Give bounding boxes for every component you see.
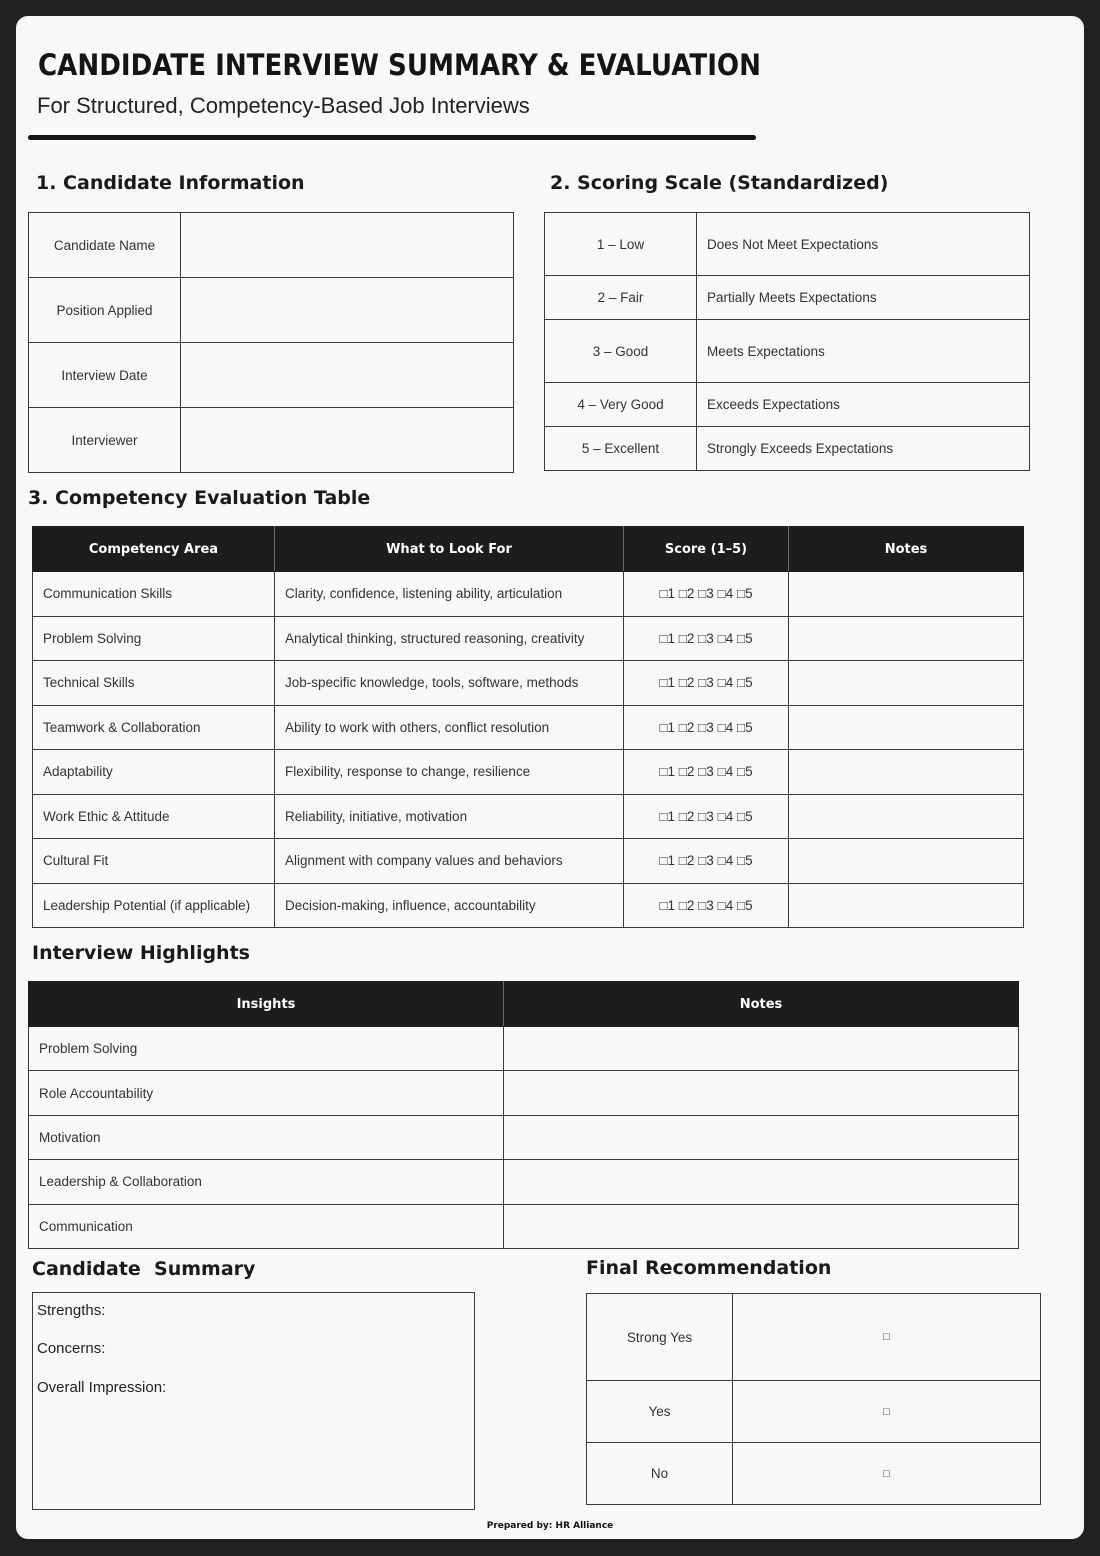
candidate-summary-heading: Candidate Summary <box>32 1258 256 1280</box>
notes-field[interactable] <box>789 883 1024 928</box>
scale-row <box>545 276 1030 320</box>
competency-area: Adaptability <box>33 750 275 795</box>
table-row <box>33 616 1024 661</box>
insight-notes-field[interactable] <box>504 1115 1019 1159</box>
concerns-label: Concerns: <box>37 1340 106 1357</box>
final-recommendation-heading: Final Recommendation <box>586 1257 832 1279</box>
strong-yes-checkbox[interactable]: □ <box>733 1294 1041 1381</box>
competency-area: Teamwork & Collaboration <box>33 705 275 750</box>
scale-meaning: Strongly Exceeds Expectations <box>697 427 1030 471</box>
interviewer-label: Interviewer <box>29 408 181 473</box>
scale-row <box>545 213 1030 276</box>
scale-meaning: Partially Meets Expectations <box>697 276 1030 320</box>
notes-field[interactable] <box>789 616 1024 661</box>
score-checkboxes[interactable]: □1 □2 □3 □4 □5 <box>624 794 789 839</box>
competency-heading: 3. Competency Evaluation Table <box>28 487 371 509</box>
column-header-notes: Notes <box>789 527 1024 572</box>
competency-area: Leadership Potential (if applicable) <box>33 883 275 928</box>
competency-header-row <box>33 527 1024 572</box>
score-checkboxes[interactable]: □1 □2 □3 □4 □5 <box>624 572 789 617</box>
column-header-competency-area: Competency Area <box>33 527 275 572</box>
competency-table <box>32 526 1024 928</box>
scale-row <box>545 320 1030 383</box>
competency-area: Problem Solving <box>33 616 275 661</box>
candidate-name-label: Candidate Name <box>29 213 181 278</box>
insight-label: Communication <box>29 1204 504 1248</box>
scale-row <box>545 427 1030 471</box>
candidate-info-row <box>29 343 514 408</box>
scale-level: 1 – Low <box>545 213 697 276</box>
candidate-info-row <box>29 213 514 278</box>
recommendation-option-no: No <box>587 1443 733 1505</box>
what-to-look-for: Flexibility, response to change, resilience <box>275 750 624 795</box>
insight-label: Motivation <box>29 1115 504 1159</box>
highlights-header-row <box>29 982 1019 1027</box>
form-sheet <box>16 16 1084 1539</box>
column-header-score: Score (1–5) <box>624 527 789 572</box>
notes-field[interactable] <box>789 839 1024 884</box>
score-checkboxes[interactable]: □1 □2 □3 □4 □5 <box>624 883 789 928</box>
scoring-scale-table <box>544 212 1030 471</box>
table-row <box>33 572 1024 617</box>
what-to-look-for: Clarity, confidence, listening ability, articulation <box>275 572 624 617</box>
score-checkboxes[interactable]: □1 □2 □3 □4 □5 <box>624 616 789 661</box>
insight-notes-field[interactable] <box>504 1027 1019 1071</box>
document-subtitle: For Structured, Competency-Based Job Interviews <box>37 93 530 118</box>
interview-date-label: Interview Date <box>29 343 181 408</box>
what-to-look-for: Ability to work with others, conflict resolution <box>275 705 624 750</box>
notes-field[interactable] <box>789 794 1024 839</box>
score-checkboxes[interactable]: □1 □2 □3 □4 □5 <box>624 750 789 795</box>
table-row <box>29 1204 1019 1248</box>
insight-label: Role Accountability <box>29 1071 504 1115</box>
candidate-name-field[interactable] <box>181 213 514 278</box>
insight-notes-field[interactable] <box>504 1160 1019 1204</box>
candidate-info-heading: 1. Candidate Information <box>36 172 305 194</box>
recommendation-table <box>586 1293 1041 1505</box>
scale-level: 2 – Fair <box>545 276 697 320</box>
recommendation-option-yes: Yes <box>587 1381 733 1443</box>
insight-notes-field[interactable] <box>504 1071 1019 1115</box>
scale-meaning: Does Not Meet Expectations <box>697 213 1030 276</box>
what-to-look-for: Alignment with company values and behaviors <box>275 839 624 884</box>
what-to-look-for: Reliability, initiative, motivation <box>275 794 624 839</box>
candidate-summary-box[interactable] <box>32 1292 475 1510</box>
table-row <box>33 661 1024 706</box>
scale-level: 3 – Good <box>545 320 697 383</box>
highlights-table <box>28 981 1019 1249</box>
table-row <box>33 750 1024 795</box>
notes-field[interactable] <box>789 572 1024 617</box>
highlights-heading: Interview Highlights <box>32 942 250 964</box>
insight-label: Problem Solving <box>29 1027 504 1071</box>
column-header-what-to-look-for: What to Look For <box>275 527 624 572</box>
column-header-insights: Insights <box>29 982 504 1027</box>
scale-row <box>545 383 1030 427</box>
table-row <box>33 839 1024 884</box>
recommendation-option-strong-yes: Strong Yes <box>587 1294 733 1381</box>
yes-checkbox[interactable]: □ <box>733 1381 1041 1443</box>
candidate-info-table <box>28 212 514 473</box>
document-title: CANDIDATE INTERVIEW SUMMARY & EVALUATION <box>38 48 761 82</box>
competency-area: Technical Skills <box>33 661 275 706</box>
score-checkboxes[interactable]: □1 □2 □3 □4 □5 <box>624 705 789 750</box>
position-applied-field[interactable] <box>181 278 514 343</box>
no-checkbox[interactable]: □ <box>733 1443 1041 1505</box>
interviewer-field[interactable] <box>181 408 514 473</box>
candidate-info-row <box>29 408 514 473</box>
what-to-look-for: Job-specific knowledge, tools, software, methods <box>275 661 624 706</box>
scoring-scale-heading: 2. Scoring Scale (Standardized) <box>550 172 889 194</box>
notes-field[interactable] <box>789 750 1024 795</box>
table-row <box>29 1071 1019 1115</box>
table-row <box>29 1115 1019 1159</box>
what-to-look-for: Decision-making, influence, accountability <box>275 883 624 928</box>
competency-area: Work Ethic & Attitude <box>33 794 275 839</box>
insight-notes-field[interactable] <box>504 1204 1019 1248</box>
overall-impression-label: Overall Impression: <box>37 1379 167 1396</box>
competency-area: Cultural Fit <box>33 839 275 884</box>
table-row <box>29 1160 1019 1204</box>
notes-field[interactable] <box>789 705 1024 750</box>
recommendation-row <box>587 1381 1041 1443</box>
prepared-by-footer: Prepared by: HR Alliance <box>486 1521 614 1531</box>
recommendation-row <box>587 1294 1041 1381</box>
what-to-look-for: Analytical thinking, structured reasoning, creativity <box>275 616 624 661</box>
table-row <box>33 883 1024 928</box>
scale-level: 4 – Very Good <box>545 383 697 427</box>
interview-date-field[interactable] <box>181 343 514 408</box>
column-header-notes: Notes <box>504 982 1019 1027</box>
table-row <box>33 794 1024 839</box>
insight-label: Leadership & Collaboration <box>29 1160 504 1204</box>
score-checkboxes[interactable]: □1 □2 □3 □4 □5 <box>624 661 789 706</box>
score-checkboxes[interactable]: □1 □2 □3 □4 □5 <box>624 839 789 884</box>
title-divider <box>28 135 756 140</box>
table-row <box>29 1027 1019 1071</box>
position-applied-label: Position Applied <box>29 278 181 343</box>
scale-meaning: Exceeds Expectations <box>697 383 1030 427</box>
recommendation-row <box>587 1443 1041 1505</box>
scale-level: 5 – Excellent <box>545 427 697 471</box>
candidate-info-row <box>29 278 514 343</box>
competency-area: Communication Skills <box>33 572 275 617</box>
notes-field[interactable] <box>789 661 1024 706</box>
scale-meaning: Meets Expectations <box>697 320 1030 383</box>
strengths-label: Strengths: <box>37 1302 106 1319</box>
table-row <box>33 705 1024 750</box>
